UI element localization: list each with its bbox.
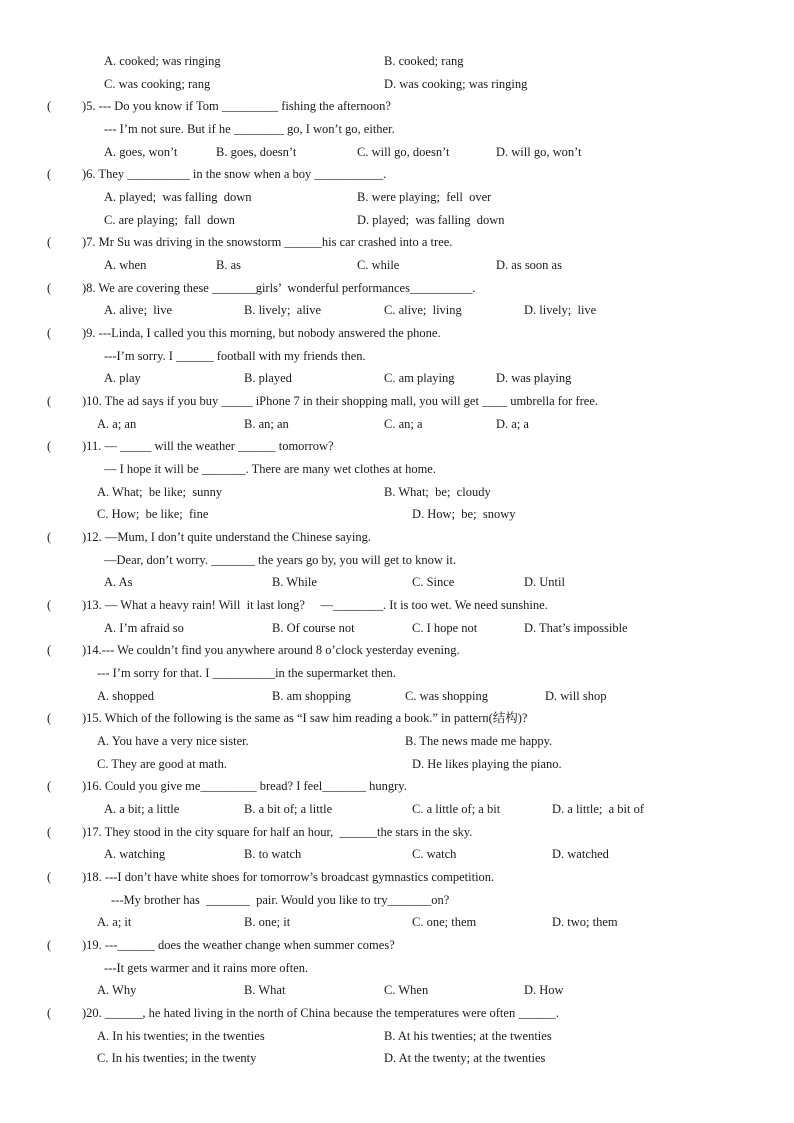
option-d: D. as soon as	[496, 258, 562, 272]
question-line: ---My brother has _______ pair. Would you like to try_______on?	[111, 893, 450, 907]
option-d: D. How	[524, 983, 564, 997]
question-stem: )5. --- Do you know if Tom _________ fishing the afternoon?	[82, 99, 391, 113]
option-d: D. lively; live	[524, 303, 597, 317]
option-d: D. At the twenty; at the twenties	[384, 1051, 546, 1065]
option-c: C. alive; living	[384, 303, 462, 317]
option-d: D. That’s impossible	[524, 621, 628, 635]
option-a: A. shopped	[97, 689, 154, 703]
option-a: A. play	[104, 371, 141, 385]
answer-paren[interactable]: (	[47, 281, 52, 295]
option-d: D. two; them	[552, 915, 618, 929]
option-c: C. In his twenties; in the twenty	[97, 1051, 257, 1065]
option-a: A. goes, won’t	[104, 145, 178, 159]
answer-paren[interactable]: (	[47, 235, 52, 249]
answer-paren[interactable]: (	[47, 598, 52, 612]
option-c: C. was shopping	[405, 689, 488, 703]
option-b: B. lively; alive	[244, 303, 322, 317]
option-b: B. to watch	[244, 847, 302, 861]
option-c: C. was cooking; rang	[104, 77, 211, 91]
option-b: B. a bit of; a little	[244, 802, 333, 816]
question-stem: )7. Mr Su was driving in the snowstorm ______his car crashed into a tree.	[82, 235, 453, 249]
question-stem: )16. Could you give me_________ bread? I feel_______ hungry.	[82, 779, 407, 793]
option-c: C. are playing; fall down	[104, 213, 235, 227]
answer-paren[interactable]: (	[47, 394, 52, 408]
option-c: C. I hope not	[412, 621, 478, 635]
option-a: A. watching	[104, 847, 166, 861]
option-b: B. cooked; rang	[384, 54, 464, 68]
option-b: B. goes, doesn’t	[216, 145, 297, 159]
question-stem: )18. ---I don’t have white shoes for tomorrow’s broadcast gymnastics competition.	[82, 870, 495, 884]
option-b: B. At his twenties; at the twenties	[384, 1029, 552, 1043]
question-stem: )6. They __________ in the snow when a boy ___________.	[82, 167, 387, 181]
option-d: D. played; was falling down	[357, 213, 505, 227]
option-d: D. How; be; snowy	[412, 507, 516, 521]
option-b: B. were playing; fell over	[357, 190, 492, 204]
option-a: A. when	[104, 258, 147, 272]
question-line: ---It gets warmer and it rains more often.	[104, 961, 309, 975]
question-line: --- I’m not sure. But if he ________ go, I won’t go, either.	[104, 122, 395, 136]
option-c: C. an; a	[384, 417, 423, 431]
answer-paren[interactable]: (	[47, 870, 52, 884]
question-stem: )10. The ad says if you buy _____ iPhone 7 in their shopping mall, you will get ____ umbrella for free.	[82, 394, 599, 408]
option-a: A. a; an	[97, 417, 137, 431]
option-d: D. He likes playing the piano.	[412, 757, 562, 771]
option-a: A. Why	[97, 983, 137, 997]
answer-paren[interactable]: (	[47, 711, 52, 725]
option-d: D. watched	[552, 847, 609, 861]
option-a: A. In his twenties; in the twenties	[97, 1029, 265, 1043]
option-b: B. one; it	[244, 915, 291, 929]
option-c: C. They are good at math.	[97, 757, 227, 771]
answer-paren[interactable]: (	[47, 825, 52, 839]
option-d: D. Until	[524, 575, 565, 589]
question-stem: )12. —Mum, I don’t quite understand the Chinese saying.	[82, 530, 371, 544]
option-d: D. was playing	[496, 371, 572, 385]
option-d: D. was cooking; was ringing	[384, 77, 528, 91]
question-line: — I hope it will be _______. There are many wet clothes at home.	[104, 462, 436, 476]
answer-paren[interactable]: (	[47, 326, 52, 340]
option-b: B. an; an	[244, 417, 289, 431]
question-stem: )19. ---______ does the weather change when summer comes?	[82, 938, 395, 952]
option-a: A. played; was falling down	[104, 190, 252, 204]
question-line: ---I’m sorry. I ______ football with my friends then.	[104, 349, 366, 363]
option-b: B. The news made me happy.	[405, 734, 553, 748]
option-d: D. will go, won’t	[496, 145, 582, 159]
answer-paren[interactable]: (	[47, 643, 52, 657]
question-stem: )15. Which of the following is the same as “I saw him reading a book.” in pattern(结构)?	[82, 711, 528, 725]
option-c: C. Since	[412, 575, 455, 589]
question-stem: )17. They stood in the city square for half an hour, ______the stars in the sky.	[82, 825, 473, 839]
option-a: A. cooked; was ringing	[104, 54, 221, 68]
question-stem: )14.--- We couldn’t find you anywhere around 8 o’clock yesterday evening.	[82, 643, 460, 657]
option-b: B. am shopping	[272, 689, 351, 703]
option-a: A. a bit; a little	[104, 802, 180, 816]
option-a: A. I’m afraid so	[104, 621, 184, 635]
option-d: D. a little; a bit of	[552, 802, 644, 816]
option-b: B. Of course not	[272, 621, 355, 635]
question-stem: )20. ______, he hated living in the north of China because the temperatures were often ______.	[82, 1006, 559, 1020]
answer-paren[interactable]: (	[47, 779, 52, 793]
option-a: A. a; it	[97, 915, 132, 929]
option-c: C. while	[357, 258, 400, 272]
question-stem: )8. We are covering these _______girls’ wonderful performances__________.	[82, 281, 476, 295]
option-a: A. As	[104, 575, 133, 589]
option-a: A. What; be like; sunny	[97, 485, 223, 499]
option-c: C. will go, doesn’t	[357, 145, 450, 159]
option-b: B. While	[272, 575, 317, 589]
answer-paren[interactable]: (	[47, 439, 52, 453]
answer-paren[interactable]: (	[47, 99, 52, 113]
option-c: C. When	[384, 983, 429, 997]
option-d: D. will shop	[545, 689, 607, 703]
option-b: B. played	[244, 371, 292, 385]
option-b: B. as	[216, 258, 241, 272]
question-line: --- I’m sorry for that. I __________in the supermarket then.	[97, 666, 396, 680]
question-stem: )9. ---Linda, I called you this morning, but nobody answered the phone.	[82, 326, 441, 340]
option-a: A. alive; live	[104, 303, 173, 317]
option-c: C. How; be like; fine	[97, 507, 209, 521]
option-d: D. a; a	[496, 417, 529, 431]
option-b: B. What; be; cloudy	[384, 485, 491, 499]
answer-paren[interactable]: (	[47, 167, 52, 181]
option-c: C. a little of; a bit	[412, 802, 501, 816]
option-c: C. watch	[412, 847, 457, 861]
question-stem: )13. — What a heavy rain! Will it last long? —________. It is too wet. We need sunshine.	[82, 598, 548, 612]
question-line: —Dear, don’t worry. _______ the years go by, you will get to know it.	[104, 553, 457, 567]
option-c: C. one; them	[412, 915, 477, 929]
answer-paren[interactable]: (	[47, 1006, 52, 1020]
option-c: C. am playing	[384, 371, 455, 385]
option-b: B. What	[244, 983, 286, 997]
option-a: A. You have a very nice sister.	[97, 734, 249, 748]
answer-paren[interactable]: (	[47, 530, 52, 544]
question-stem: )11. — _____ will the weather ______ tomorrow?	[82, 439, 334, 453]
answer-paren[interactable]: (	[47, 938, 52, 952]
